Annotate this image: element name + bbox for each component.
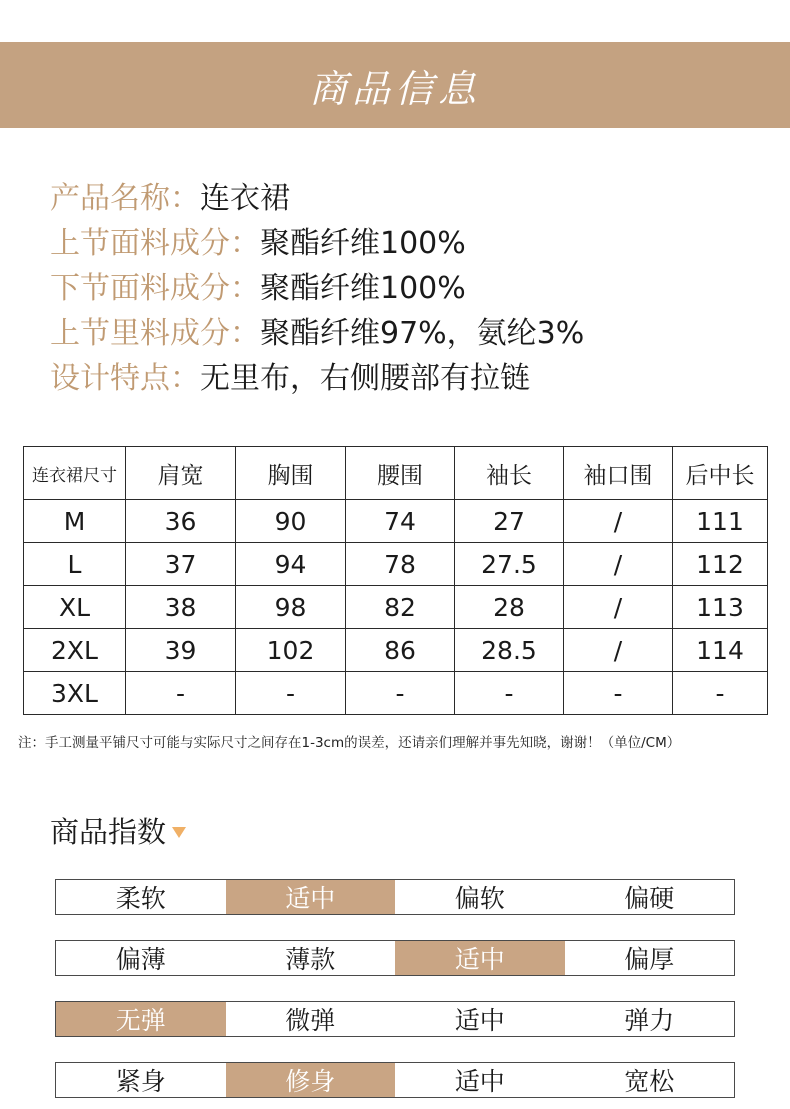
column-header: 后中长 — [673, 447, 768, 500]
elasticity-scale — [55, 1001, 735, 1037]
table-cell: - — [564, 672, 673, 715]
info-row-upper-lining — [50, 311, 584, 356]
table-cell: 28 — [455, 586, 564, 629]
table-cell: 74 — [346, 500, 455, 543]
table-cell: 36 — [126, 500, 236, 543]
table-cell: / — [564, 586, 673, 629]
table-cell: 94 — [236, 543, 346, 586]
product-info-list — [50, 176, 584, 401]
table-cell: / — [564, 543, 673, 586]
scale-option: 无弹 — [56, 1002, 226, 1036]
info-label: 产品名称： — [50, 181, 200, 216]
table-cell: 37 — [126, 543, 236, 586]
scale-option: 适中 — [454, 1067, 505, 1096]
info-value: 聚酯纤维100% — [260, 226, 466, 261]
column-header: 连衣裙尺寸 — [24, 447, 126, 500]
table-row — [24, 672, 768, 715]
scale-option: 适中 — [454, 1006, 505, 1035]
column-header: 肩宽 — [126, 447, 236, 500]
table-cell: 38 — [126, 586, 236, 629]
scale-option: 宽松 — [624, 1067, 675, 1096]
info-row-design-features — [50, 356, 584, 401]
table-cell: 98 — [236, 586, 346, 629]
banner-title: 商品信息 — [308, 66, 481, 111]
table-cell: 90 — [236, 500, 346, 543]
scale-option: 偏厚 — [624, 945, 675, 974]
table-row — [24, 543, 768, 586]
index-title-text: 商品指数 — [50, 815, 167, 849]
table-cell: 39 — [126, 629, 236, 672]
table-cell: 86 — [346, 629, 455, 672]
size-table-header-row — [24, 447, 768, 500]
table-cell: - — [126, 672, 236, 715]
table-cell: 27 — [455, 500, 564, 543]
size-table — [23, 446, 768, 715]
measurement-note: 注：手工测量平铺尺寸可能与实际尺寸之间存在1-3cm的误差，还请亲们理解并事先知晓，谢谢！（单位/CM） — [18, 735, 681, 751]
table-cell: - — [346, 672, 455, 715]
info-value: 聚酯纤维100% — [260, 271, 466, 306]
info-label: 设计特点： — [50, 361, 200, 396]
table-row — [24, 629, 768, 672]
table-cell: - — [236, 672, 346, 715]
scale-option: 偏硬 — [624, 884, 675, 913]
table-cell: 102 — [236, 629, 346, 672]
info-label: 上节里料成分： — [50, 316, 260, 351]
scale-option: 偏薄 — [115, 945, 166, 974]
table-cell: 112 — [673, 543, 768, 586]
info-label: 上节面料成分： — [50, 226, 260, 261]
table-row — [24, 500, 768, 543]
info-value: 连衣裙 — [200, 181, 290, 216]
table-cell: 114 — [673, 629, 768, 672]
table-cell: 27.5 — [455, 543, 564, 586]
scale-option: 适中 — [226, 880, 396, 914]
scale-option: 适中 — [395, 941, 565, 975]
thickness-scale — [55, 940, 735, 976]
table-cell: 113 — [673, 586, 768, 629]
info-label: 下节面料成分： — [50, 271, 260, 306]
table-cell: 28.5 — [455, 629, 564, 672]
index-section-title — [50, 810, 186, 851]
triangle-down-icon — [172, 827, 186, 838]
column-header: 袖长 — [455, 447, 564, 500]
table-cell: / — [564, 500, 673, 543]
info-value: 无里布，右侧腰部有拉链 — [200, 361, 530, 396]
scale-option: 偏软 — [454, 884, 505, 913]
scale-option: 修身 — [226, 1063, 396, 1097]
scale-option: 紧身 — [115, 1067, 166, 1096]
info-value: 聚酯纤维97%，氨纶3% — [260, 316, 585, 351]
table-cell: / — [564, 629, 673, 672]
scale-option: 柔软 — [115, 884, 166, 913]
table-cell: 3XL — [24, 672, 126, 715]
info-row-upper-fabric — [50, 221, 584, 266]
table-row — [24, 586, 768, 629]
table-cell: - — [455, 672, 564, 715]
table-cell: 78 — [346, 543, 455, 586]
info-row-lower-fabric — [50, 266, 584, 311]
scale-option: 弹力 — [624, 1006, 675, 1035]
table-cell: 82 — [346, 586, 455, 629]
column-header: 袖口围 — [564, 447, 673, 500]
table-cell: 111 — [673, 500, 768, 543]
softness-scale — [55, 879, 735, 915]
table-cell: XL — [24, 586, 126, 629]
scale-option: 薄款 — [285, 945, 336, 974]
table-cell: 2XL — [24, 629, 126, 672]
scale-option: 微弹 — [285, 1006, 336, 1035]
table-cell: - — [673, 672, 768, 715]
fit-scale — [55, 1062, 735, 1098]
table-cell: L — [24, 543, 126, 586]
column-header: 腰围 — [346, 447, 455, 500]
section-banner — [0, 42, 790, 128]
info-row-product-name — [50, 176, 584, 221]
table-cell: M — [24, 500, 126, 543]
column-header: 胸围 — [236, 447, 346, 500]
